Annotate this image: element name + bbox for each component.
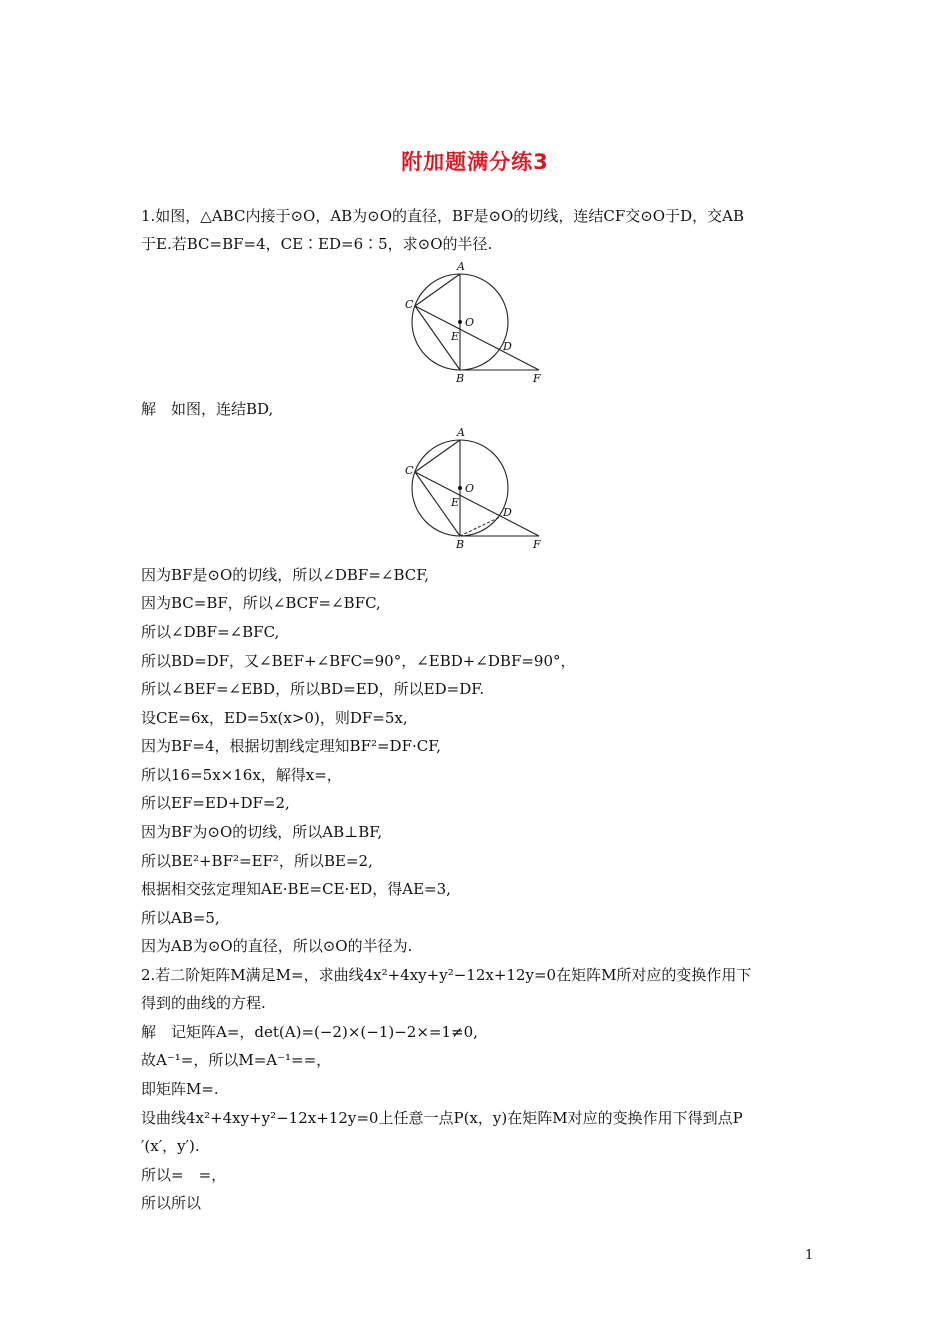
q1-step: 所以AB=5, [141, 909, 220, 927]
q1-text-line-2: 于E.若BC=BF=4，CE∶ED=6∶5，求⊙O的半径. [141, 235, 493, 253]
label-c: C [405, 298, 414, 311]
q1-step: 因为BF=4，根据切割线定理知BF²=DF·CF, [141, 737, 442, 755]
page-title: 附加题满分练3 [401, 150, 549, 174]
q1-step: 因为BC=BF，所以∠BCF=∠BFC, [141, 594, 381, 612]
q1-step: 所以BE²+BF²=EF²，所以BE=2, [141, 852, 373, 870]
q2-step: 故A⁻¹=，所以M=A⁻¹==， [141, 1051, 332, 1069]
q2-step: 即矩阵M=. [141, 1080, 219, 1098]
q2-step: 所以所以 [141, 1194, 202, 1212]
label-f: F [533, 538, 541, 551]
q2-step: ′(x′，y′). [141, 1137, 200, 1155]
q1-solution-intro: 解 如图，连结BD, [141, 400, 274, 418]
q1-step: 所以16=5x×16x，解得x=， [141, 766, 342, 784]
dashed-bd [460, 516, 502, 536]
q2-step: 所以= =， [141, 1166, 227, 1184]
label-b: B [456, 538, 465, 551]
q2-text-line-2: 得到的曲线的方程. [141, 994, 266, 1012]
q1-step: 设CE=6x，ED=5x(x>0)，则DF=5x, [141, 709, 408, 727]
q2-text-line-1: 2.若二阶矩阵M满足M=，求曲线4x²+4xy+y²−12x+12y=0在矩阵M所对应的变换作用下 [141, 966, 752, 984]
page-number: 1 [805, 1248, 814, 1263]
center-dot [458, 486, 462, 490]
label-b: B [456, 372, 465, 385]
label-o: O [465, 316, 475, 329]
center-dot [458, 320, 462, 324]
q1-step: 因为BF是⊙O的切线，所以∠DBF=∠BCF, [141, 566, 430, 584]
q1-step: 所以EF=ED+DF=2, [141, 794, 290, 812]
label-d: D [503, 340, 512, 353]
q1-text-line-1: 1.如图，△ABC内接于⊙O，AB为⊙O的直径，BF是⊙O的切线，连结CF交⊙O于D，交AB [141, 207, 744, 225]
q1-step: 因为BF为⊙O的切线，所以AB⊥BF, [141, 823, 383, 841]
label-a: A [457, 260, 465, 273]
segment-cf [415, 306, 539, 370]
q1-step: 所以∠DBF=∠BFC, [141, 623, 280, 641]
geometry-figure-2 [395, 424, 555, 556]
q2-step: 解 记矩阵A=，det(A)=(−2)×(−1)−2×=1≠0, [141, 1023, 478, 1041]
segment-cf [415, 472, 539, 536]
q1-step: 所以∠BEF=∠EBD，所以BD=ED，所以ED=DF. [141, 680, 485, 698]
label-e: E [451, 330, 460, 343]
q1-step: 根据相交弦定理知AE·BE=CE·ED，得AE=3, [141, 880, 451, 898]
q1-step: 因为AB为⊙O的直径，所以⊙O的半径为. [141, 937, 413, 955]
label-o: O [465, 482, 475, 495]
segment-ca [415, 274, 460, 306]
label-a: A [457, 426, 465, 439]
label-f: F [533, 372, 541, 385]
segment-ca [415, 440, 460, 472]
q2-step: 设曲线4x²+4xy+y²−12x+12y=0上任意一点P(x，y)在矩阵M对应的变换作用下得到点P [141, 1109, 743, 1127]
label-e: E [451, 496, 460, 509]
geometry-figure-1 [395, 258, 555, 390]
label-c: C [405, 464, 414, 477]
q1-step: 所以BD=DF，又∠BEF+∠BFC=90°，∠EBD+∠DBF=90°， [141, 652, 576, 670]
label-d: D [503, 506, 512, 519]
